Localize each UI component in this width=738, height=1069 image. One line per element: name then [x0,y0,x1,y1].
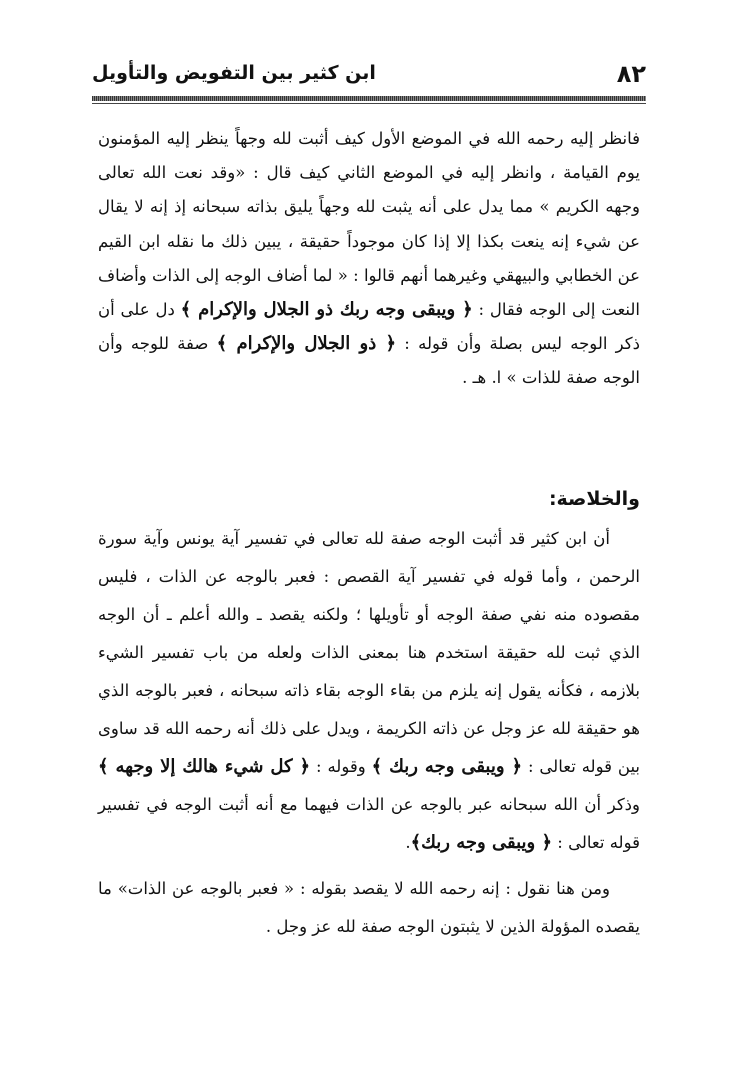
paragraph-2-text-2: وقوله : [316,756,366,776]
running-title: ابن كثير بين التفويض والتأويل [92,62,376,84]
paragraph-2-text-1: أن ابن كثير قد أثبت الوجه صفة لله تعالى في تفسير آية يونس وآية سورة الرحمن ، وأما قوله في تفسير آية القصص : فعبر بالوجه عن الذات ، فليس مقصوده منه نفي صفة الوجه أو تأويلها ؛ ولكنه يقصد ـ والله أعلم ـ أن الوجه الذي ثبت لله حقيقة استخدم هنا بمعنى الذات ولعله من باب تفسير الشيء بلازمه ، فكأنه يقول إنه يلزم من بقاء الوجه بقاء ذاته سبحانه ، فعبر بالوجه الذي هو حقيقة لله عز وجل عن ذاته الكريمة ، ويدل على ذلك أنه رحمه الله قد ساوى بين قوله تعالى : [98,528,641,776]
quran-quote-1: ﴿ ويبقى وجه ربك ذو الجلال والإكرام ﴾ [180,299,473,321]
quran-quote-3: ﴿ ويبقى وجه ربك ﴾ [371,755,523,777]
paragraph-1-text-2: دل على أن ذكر الوجه ليس بصلة وأن قوله : [98,300,640,354]
paragraph-1 [98,122,640,396]
section-heading: والخلاصة: [548,487,640,510]
header-rule-thin [92,103,646,104]
page-number: ٨٢ [616,60,646,88]
paragraph-2-end: . [405,832,411,852]
quran-quote-5: ﴿ ويبقى وجه ربك﴾ [410,831,553,853]
page-body [98,122,640,946]
page-header [92,56,646,92]
paragraph-1-text-1: فانظر إليه رحمه الله في الموضع الأول كيف أثبت لله وجهاً ينظر إليه المؤمنون يوم القيامة ، وانظر إليه في الموضع الثاني كيف قال : «وقد نعت الله تعالى وجهه الكريم » مما يدل على أنه يثبت لله وجهاً يليق بذاته سبحانه إذ إنه لا يقال عن شيء إنه ينعت بكذا إلا إذا كان موجوداً حقيقة ، يبين ذلك ما نقله ابن القيم عن الخطابي والبيهقي وغيرهما أنهم قالوا : « لما أضاف الوجه إلى الذات وأضاف النعت إلى الوجه فقال : [98,129,641,320]
paragraph-3: ومن هنا نقول : إنه رحمه الله لا يقصد بقوله : « فعبر بالوجه عن الذات» ما يقصده المؤولة الذين لا يثبتون الوجه صفة لله عز وجل . [98,878,640,936]
paragraph-2-text-3: وذكر أن الله سبحانه عبر بالوجه عن الذات فيهما مع أنه أثبت الوجه في تفسير قوله تعالى : [98,794,640,852]
quran-quote-4: ﴿ كل شيء هالك إلا وجهه ﴾ [98,755,311,777]
paragraph-1-text-3: صفة للوجه وأن الوجه صفة للذات » ا. هـ . [98,334,640,388]
quran-quote-2: ﴿ ذو الجلال والإكرام ﴾ [216,333,397,355]
paragraph-2 [98,520,640,862]
header-rule-thick [92,96,646,101]
